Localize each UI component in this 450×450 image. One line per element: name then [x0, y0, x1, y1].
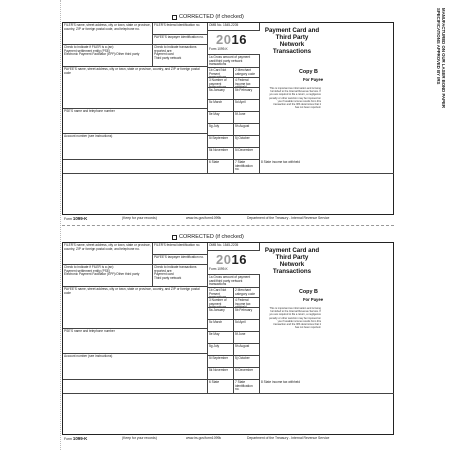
copy-label: Copy B	[299, 289, 318, 295]
box-5d: 5d April	[234, 100, 260, 112]
account-continued-box	[63, 380, 208, 394]
box-1b: 1b Card Not Present transactions	[208, 288, 234, 298]
box-5f: 5f June	[234, 112, 260, 124]
box-2: 2 Merchant category code	[234, 68, 260, 78]
for-label: For Payee	[303, 297, 324, 302]
box-5e: 5e May	[208, 332, 234, 344]
side-text-line-1: MANUFACTURED ON OUR LASER BOND PAPER	[441, 8, 446, 108]
form-number-box: Form 1099-K	[208, 267, 260, 275]
side-text-line-2: SPECIFICATIONS APPROVED BY IRS	[436, 8, 441, 85]
filer-check-box: Check to indicate if FILER is a (an): Payment settlement entity (PSE) Electronic Payment Facilitator (EPF)/Other third party	[63, 45, 153, 67]
tax-year: 2016	[216, 252, 247, 267]
payee-address-box: PAYEE'S name, street address, city or town, state or province, country, and ZIP or foreign postal code	[63, 67, 208, 109]
side-manufacturer-text	[437, 8, 447, 218]
box-5i: 5i September	[208, 356, 234, 368]
copy-label: Copy B	[299, 69, 318, 75]
box-5a: 5a January	[208, 308, 234, 320]
box-4: 4 Federal income tax withheld	[234, 78, 260, 88]
form-1099k-bottom	[62, 234, 394, 443]
box-1a: 1a Gross amount of payment card/third party network transactions	[208, 275, 260, 288]
box-5j: 5j October	[234, 136, 260, 148]
transactions-check-box: Check to indicate transactions reported are: Payment card Third party network	[153, 45, 208, 67]
box-4: 4 Federal income tax withheld	[234, 298, 260, 308]
corrected-label: CORRECTED (if checked)	[179, 14, 244, 20]
pse-name-box: PSE'S name and telephone number	[63, 109, 208, 134]
box-6: 6 State	[208, 160, 234, 174]
box-5f: 5f June	[234, 332, 260, 344]
box-8: 8 State income tax withheld	[260, 380, 394, 394]
form-1099k-top	[62, 14, 394, 223]
box-5j: 5j October	[234, 356, 260, 368]
perforation-line-horizontal	[62, 225, 394, 226]
for-label: For Payee	[303, 77, 324, 82]
box-6: 6 State	[208, 380, 234, 394]
box-5l: 5l December	[234, 148, 260, 160]
corrected-label: CORRECTED (if checked)	[179, 234, 244, 240]
box-7: 7 State identification no.	[234, 160, 260, 174]
filer-address-box: FILER'S name, street address, city or town, state or province, country, ZIP or foreign postal code, and telephone no.	[63, 23, 153, 45]
footer-department: Department of the Treasury - Internal Revenue Service	[247, 436, 330, 440]
corrected-checkbox-row	[172, 14, 244, 20]
footer-department: Department of the Treasury - Internal Revenue Service	[247, 216, 330, 220]
form-grid	[62, 242, 394, 435]
box-5l: 5l December	[234, 368, 260, 380]
omb-box: OMB No. 1545-2205	[208, 243, 260, 251]
box-5a: 5a January	[208, 88, 234, 100]
form-grid	[62, 22, 394, 215]
perforation-line-vertical	[60, 0, 61, 450]
form-title: Payment Card and Third Party Network Transactions	[264, 247, 320, 275]
omb-box: OMB No. 1545-2205	[208, 23, 260, 31]
box-5d: 5d April	[234, 320, 260, 332]
filer-address-box: FILER'S name, street address, city or town, state or province, country, ZIP or foreign postal code, and telephone no.	[63, 243, 153, 265]
filer-check-box: Check to indicate if FILER is a (an): Payment settlement entity (PSE) Electronic Payment Facilitator (EPF)/Other third party	[63, 265, 153, 287]
box-5g: 5g July	[208, 124, 234, 136]
box-5b: 5b February	[234, 308, 260, 320]
tax-year: 2016	[216, 32, 247, 47]
transactions-check-box: Check to indicate transactions reported are: Payment card Third party network	[153, 265, 208, 287]
box-3: 3 Number of payment transactions	[208, 298, 234, 308]
box-5h: 5h August	[234, 124, 260, 136]
legal-text: This is important tax information and is being furnished to the Internal Revenue Service. If you are required to file a return, a negligence penalty or other sanction may be imposed on you if taxable income results from this transaction and the IRS determines that it has not been reported.	[269, 307, 321, 330]
payee-tin-box: PAYEE'S taxpayer identification no.	[153, 35, 208, 45]
box-2: 2 Merchant category code	[234, 288, 260, 298]
corrected-checkbox[interactable]	[172, 15, 177, 20]
box-5g: 5g July	[208, 344, 234, 356]
form-title: Payment Card and Third Party Network Transactions	[264, 27, 320, 55]
legal-text: This is important tax information and is being furnished to the Internal Revenue Service. If you are required to file a return, a negligence penalty or other sanction may be imposed on you if taxable income results from this transaction and the IRS determines that it has not been reported.	[269, 87, 321, 110]
box-5c: 5c March	[208, 100, 234, 112]
account-number-box: Account number (see instructions)	[63, 134, 208, 160]
box-5k: 5k November	[208, 148, 234, 160]
box-5b: 5b February	[234, 88, 260, 100]
box-8: 8 State income tax withheld	[260, 160, 394, 174]
box-1b: 1b Card Not Present transactions	[208, 68, 234, 78]
box-1a: 1a Gross amount of payment card/third party network transactions	[208, 55, 260, 68]
corrected-checkbox[interactable]	[172, 235, 177, 240]
filer-tin-box: FILER'S federal identification no.	[153, 243, 208, 255]
corrected-checkbox-row	[172, 234, 244, 240]
box-5c: 5c March	[208, 320, 234, 332]
form-number-box: Form 1099-K	[208, 47, 260, 55]
box-7: 7 State identification no.	[234, 380, 260, 394]
box-5k: 5k November	[208, 368, 234, 380]
footer-url: www.irs.gov/form1099k	[186, 216, 222, 220]
footer-keep: (Keep for your records)	[122, 216, 157, 220]
box-3: 3 Number of payment transactions	[208, 78, 234, 88]
account-number-box: Account number (see instructions)	[63, 354, 208, 380]
box-5h: 5h August	[234, 344, 260, 356]
pse-name-box: PSE'S name and telephone number	[63, 329, 208, 354]
payee-tin-box: PAYEE'S taxpayer identification no.	[153, 255, 208, 265]
footer-form-number: Form 1099-K	[64, 436, 88, 441]
payee-address-box: PAYEE'S name, street address, city or town, state or province, country, and ZIP or foreign postal code	[63, 287, 208, 329]
footer-form-number: Form 1099-K	[64, 216, 88, 221]
footer-url: www.irs.gov/form1099k	[186, 436, 222, 440]
footer-keep: (Keep for your records)	[122, 436, 157, 440]
box-5i: 5i September	[208, 136, 234, 148]
box-5e: 5e May	[208, 112, 234, 124]
account-continued-box	[63, 160, 208, 174]
filer-tin-box: FILER'S federal identification no.	[153, 23, 208, 35]
